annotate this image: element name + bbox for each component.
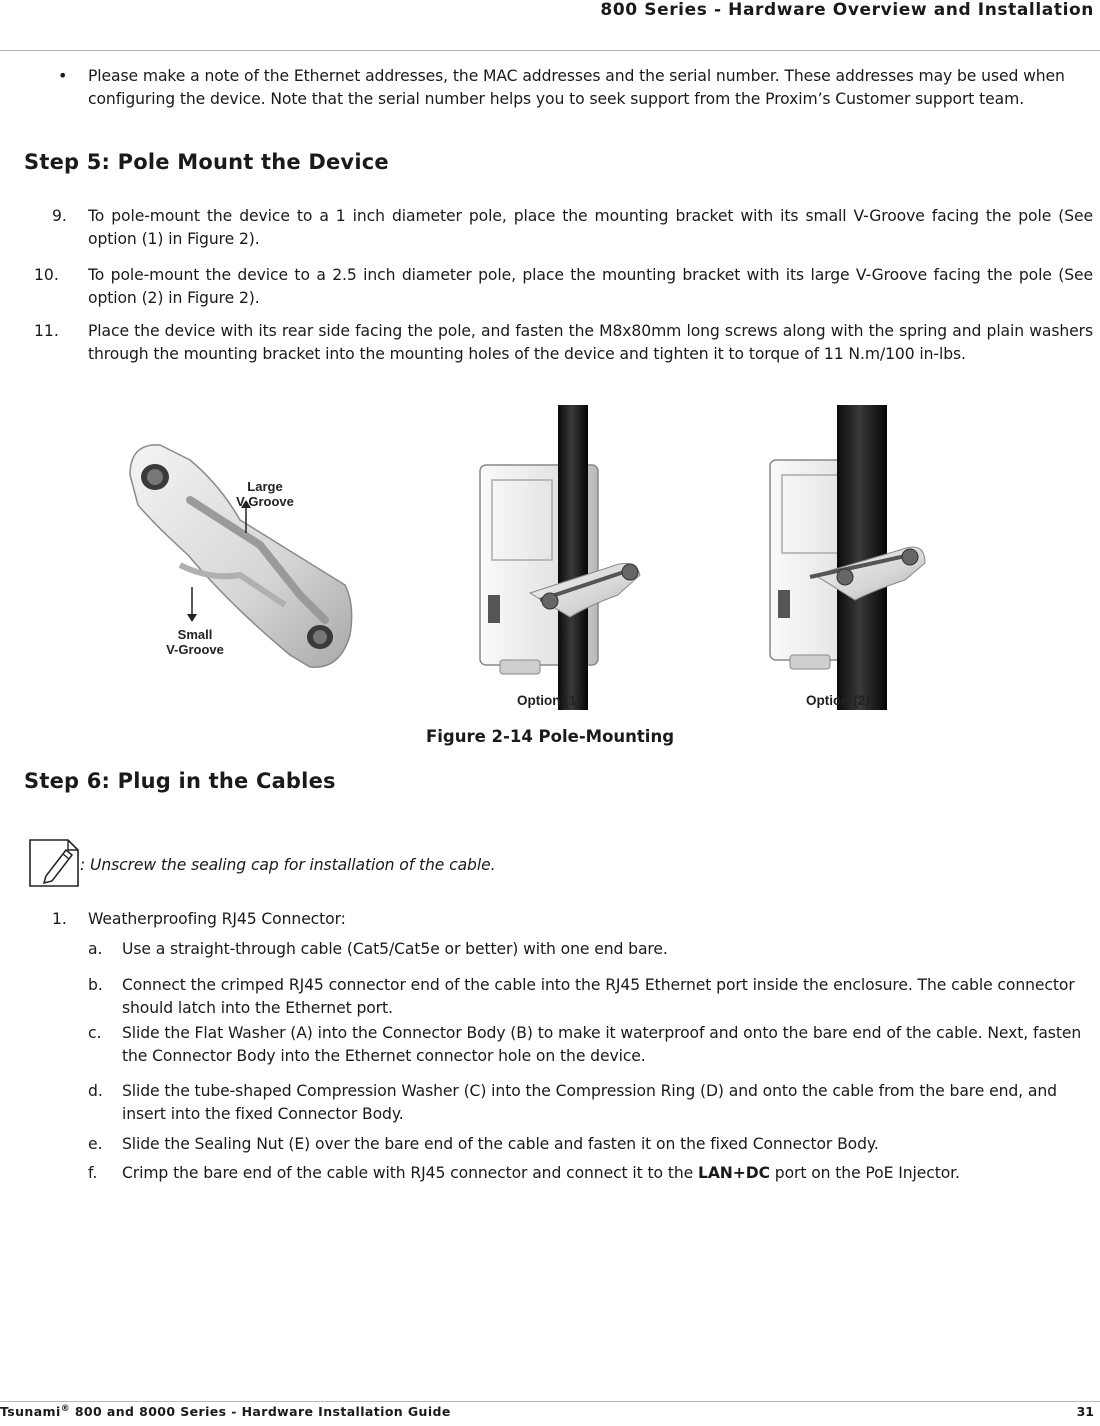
note-text: : Unscrew the sealing cap for installation of the cable. [80,856,496,874]
subitem-text: Slide the tube-shaped Compression Washer (C) into the Compression Ring (D) and onto the cable from the bare end, and insert into the fixed Connector Body. [122,1082,1057,1123]
label-small-line1: Small [177,627,213,642]
option1-label: Option (1) [517,693,581,708]
step5-item-num: 10. [34,266,59,284]
step6-item1-text: Weatherproofing RJ45 Connector: [88,910,346,928]
subitem-f-pre: Crimp the bare end of the cable with RJ45 connector and connect it to the [122,1164,698,1182]
subitem-text: Slide the Flat Washer (A) into the Connector Body (B) to make it waterproof and onto the bare end of the cable. Next, fasten the Connector Body into the Ethernet connector hole on the device. [122,1024,1082,1065]
option2-label: Option (2) [806,693,870,708]
step6-heading: Step 6: Plug in the Cables [24,769,336,793]
pole-mounting-figure [110,405,930,710]
step5-heading: Step 5: Pole Mount the Device [24,150,389,174]
step5-item-text: Place the device with its rear side facing the pole, and fasten the M8x80mm long screws along with the spring and plain washers through the mounting bracket into the mounting holes of the device and tighten it to torque of 11 N.m/100 in-lbs. [88,322,1093,363]
subitem-text: Use a straight-through cable (Cat5/Cat5e or better) with one end bare. [122,940,668,958]
subitem-letter: e. [88,1135,103,1153]
label-large-groove [233,479,297,509]
note-pencil-icon [28,836,80,888]
bullet-dot: • [58,66,68,85]
subitem-letter: d. [88,1082,103,1100]
subitem-text: Connect the crimped RJ45 connector end of the cable into the RJ45 Ethernet port inside the enclosure. The cable connector should latch into the Ethernet port. [122,976,1075,1017]
step5-item-text: To pole-mount the device to a 1 inch diameter pole, place the mounting bracket with its small V-Groove facing the pole (See option (1) in Figure 2). [88,207,1093,248]
lan-dc-port-label: LAN+DC [698,1164,770,1182]
intro-bullet-text: Please make a note of the Ethernet addresses, the MAC addresses and the serial number. These addresses may be used when configuring the device. Note that the serial number helps you to seek support from the Proxim’s Customer support team. [88,67,1065,108]
header-rule [0,50,1100,51]
footer-guide-name: 800 and 8000 Series - Hardware Installation Guide [70,1404,451,1419]
page-number: 31 [1076,1404,1094,1419]
label-small-groove [163,627,227,657]
subitem-text: Slide the Sealing Nut (E) over the bare end of the cable and fasten it on the fixed Connector Body. [122,1135,879,1153]
footer-title [0,1404,451,1419]
label-large-line2: V-Groove [236,494,294,509]
subitem-f-post: port on the PoE Injector. [769,1164,960,1182]
figure-caption: Figure 2-14 Pole-Mounting [425,727,675,746]
footer-reg-mark: ® [60,1403,71,1414]
running-header: 800 Series - Hardware Overview and Installation [600,0,1094,20]
step5-item-num: 11. [34,322,59,340]
label-large-line1: Large [247,479,283,494]
subitem-letter: a. [88,940,103,958]
step6-item1-num: 1. [52,910,67,928]
subitem-letter: c. [88,1024,102,1042]
step5-item-num: 9. [52,207,67,225]
device-option2-image [770,405,925,710]
footer-rule [0,1401,1100,1402]
subitem-letter: f. [88,1164,98,1182]
footer-brand: Tsunami [0,1404,61,1419]
subitem-letter: b. [88,976,103,994]
label-small-line2: V-Groove [166,642,224,657]
step5-item-text: To pole-mount the device to a 2.5 inch diameter pole, place the mounting bracket with its large V-Groove facing the pole (See option (2) in Figure 2). [88,266,1093,307]
device-option1-image [480,405,640,710]
subitem-f-text [122,1162,1097,1185]
